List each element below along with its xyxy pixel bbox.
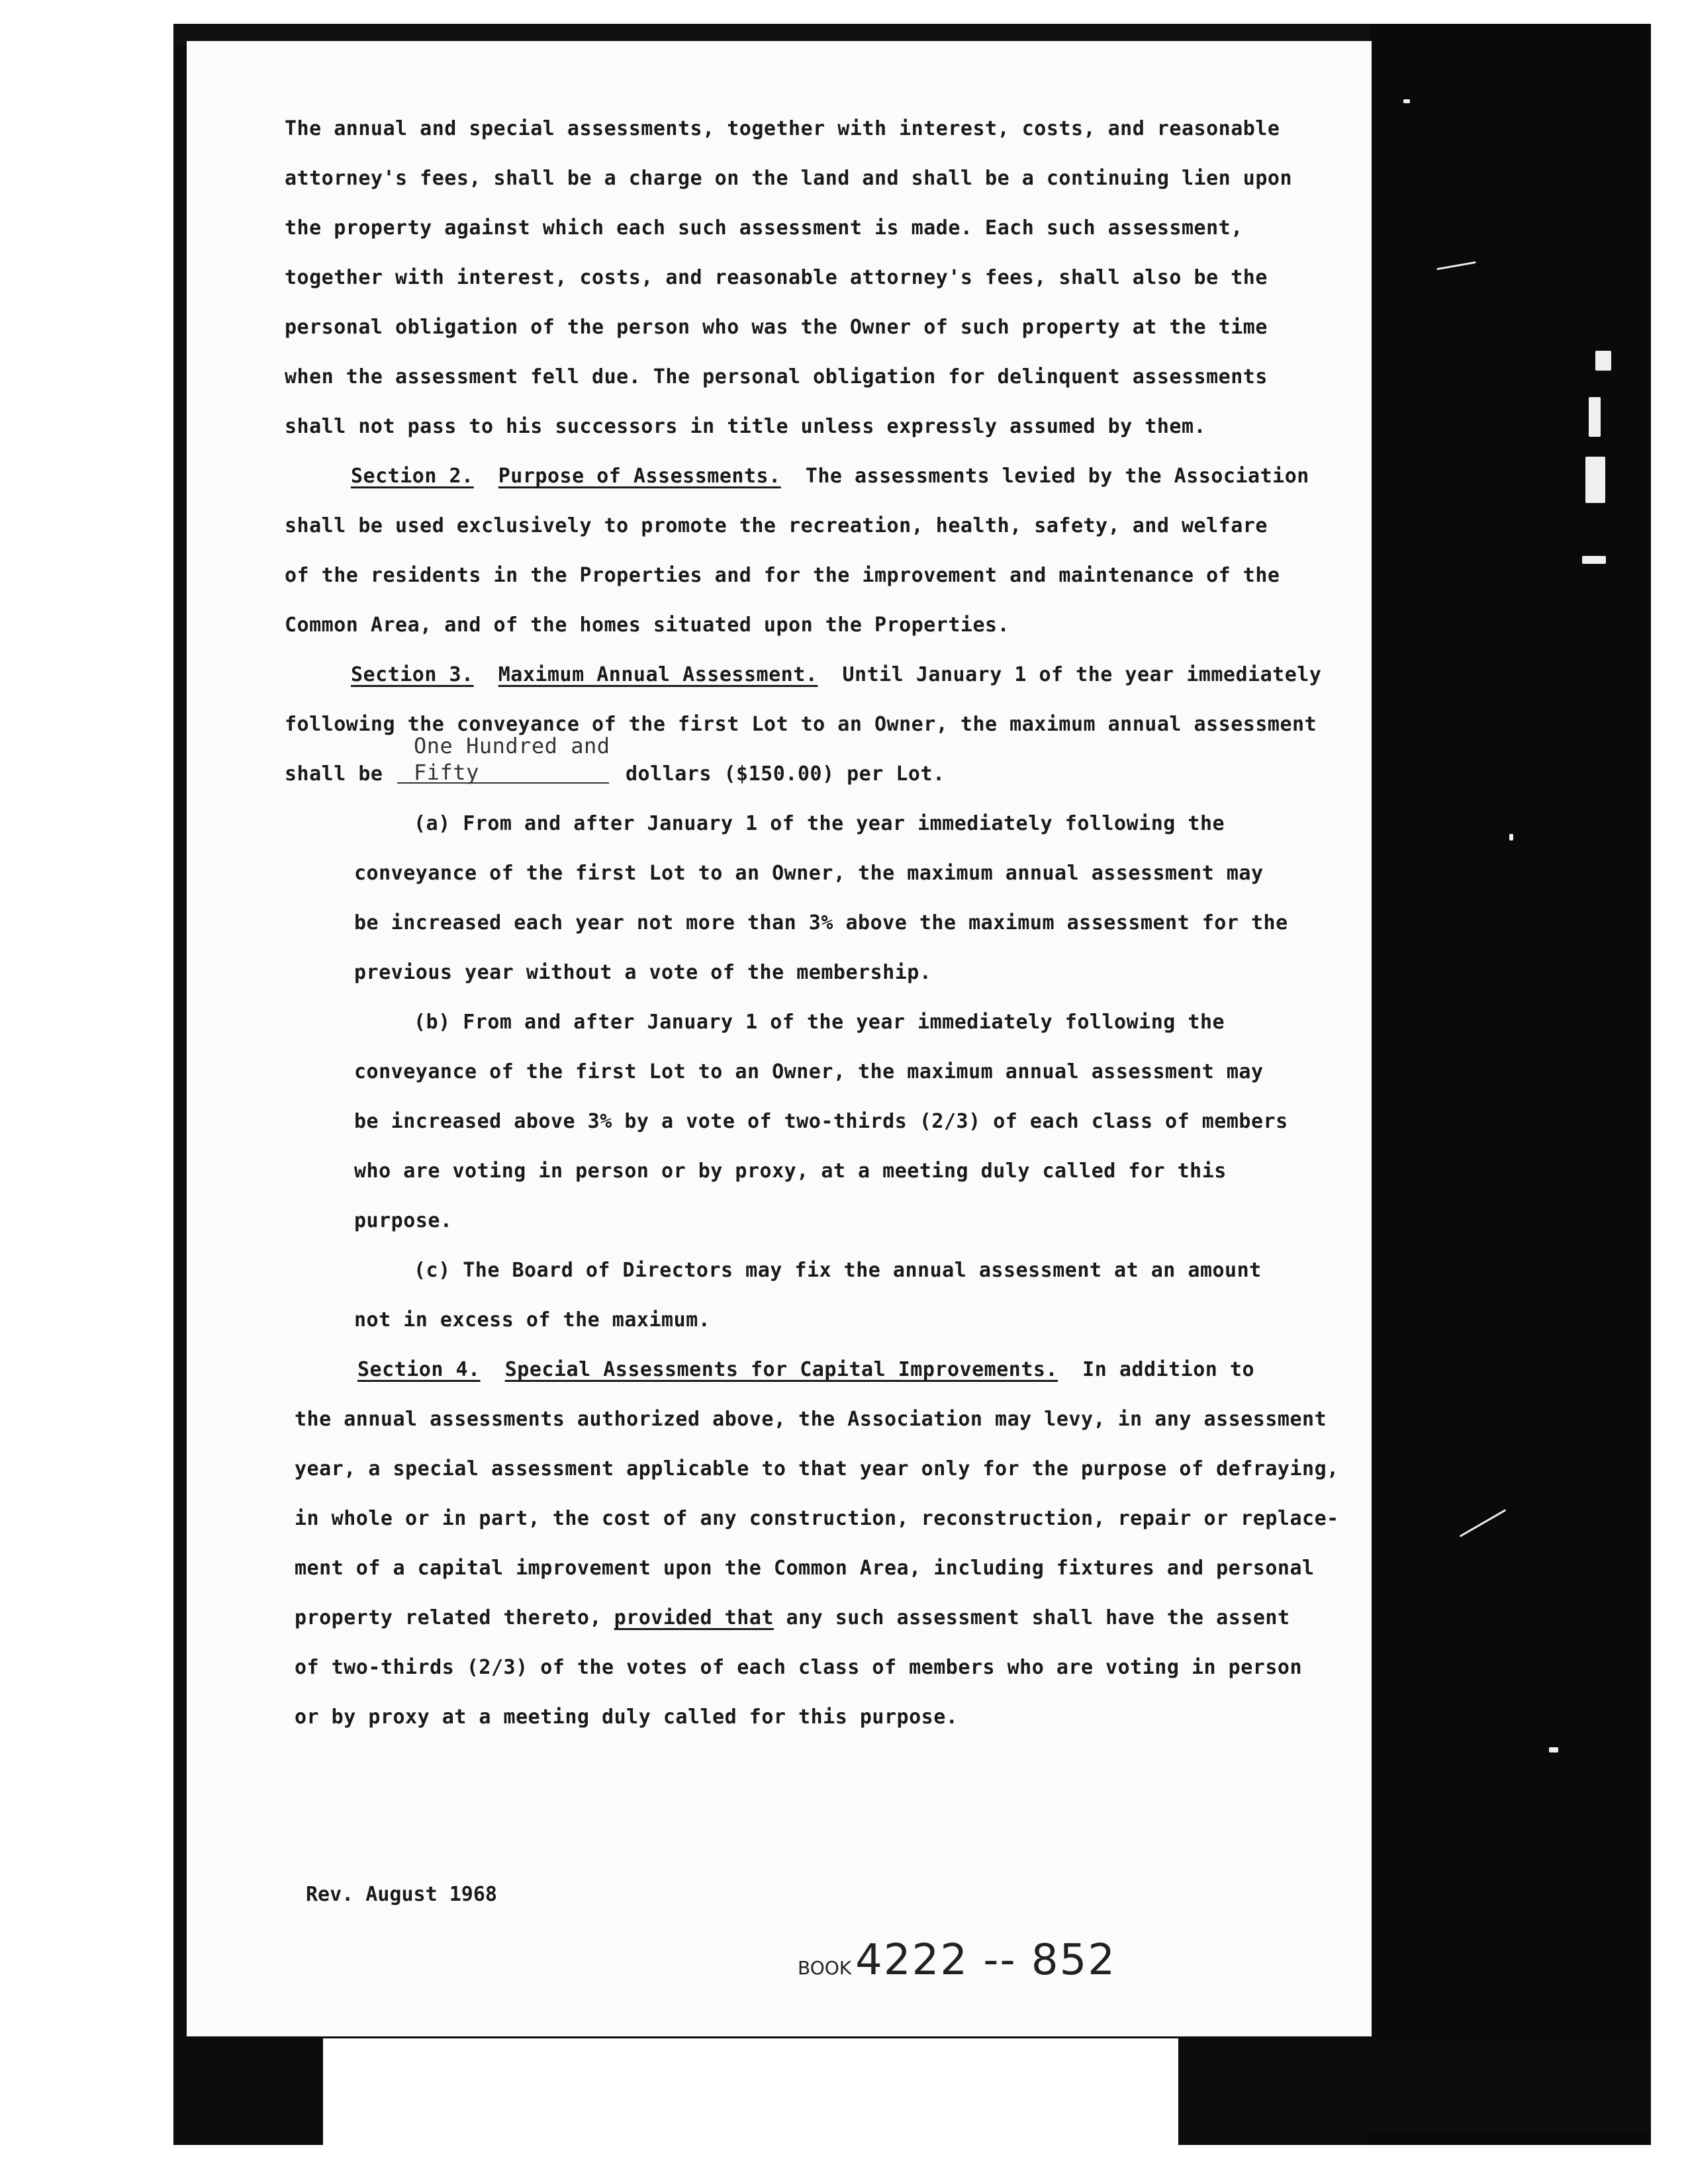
section-2-text: The assessments levied by the Association <box>805 465 1309 488</box>
filled-amount: Fifty <box>414 760 479 785</box>
book-page-stamp <box>798 1936 1116 1985</box>
section-4-title: Special Assessments for Capital Improvements. <box>504 1358 1058 1381</box>
body-line: together with interest, costs, and reasonable attorney's fees, shall also be the <box>285 266 1268 289</box>
section-3-first-line <box>351 665 1321 685</box>
scan-speck <box>1403 99 1410 103</box>
body-line: in whole or in part, the cost of any construction, reconstruction, repair or replace- <box>295 1507 1339 1530</box>
subsection-a-line: (a) From and after January 1 of the year immediately following the <box>414 812 1225 835</box>
subsection-b-line: purpose. <box>354 1209 453 1232</box>
scan-speck <box>1595 351 1611 371</box>
subsection-a-line: conveyance of the first Lot to an Owner, the maximum annual assessment may <box>354 862 1264 885</box>
subsection-b-line: be increased above 3% by a vote of two-thirds (2/3) of each class of members <box>354 1110 1288 1133</box>
section-3-label: Section 3. <box>351 663 474 686</box>
subsection-a-line: previous year without a vote of the membership. <box>354 961 932 984</box>
typed-insert-amount: One Hundred and <box>414 733 610 758</box>
scan-bottom-left-edge <box>180 2038 323 2118</box>
body-line: or by proxy at a meeting duly called for this purpose. <box>295 1706 959 1729</box>
scan-right-edge <box>1369 24 1651 2145</box>
subsection-c-line: not in excess of the maximum. <box>354 1308 711 1332</box>
section-4-label: Section 4. <box>357 1358 481 1381</box>
section-2-first-line <box>351 467 1309 486</box>
provided-that-underlined: provided that <box>614 1606 774 1629</box>
body-line: the annual assessments authorized above, the Association may levy, in any assessment <box>295 1408 1327 1431</box>
book-prefix: BOOK <box>798 1957 852 1979</box>
body-line: year, a special assessment applicable to that year only for the purpose of defraying, <box>295 1457 1339 1480</box>
body-line: personal obligation of the person who was the Owner of such property at the time <box>285 316 1268 339</box>
subsection-b-line: who are voting in person or by proxy, at a meeting duly called for this <box>354 1160 1227 1183</box>
section-3-title: Maximum Annual Assessment. <box>498 663 818 686</box>
section-4-first-line <box>357 1360 1254 1380</box>
book-number: 4222 -- 852 <box>855 1936 1117 1985</box>
body-line: The annual and special assessments, together with interest, costs, and reasonable <box>285 117 1280 140</box>
subsection-c-line: (c) The Board of Directors may fix the annual assessment at an amount <box>414 1259 1262 1282</box>
body-line: attorney's fees, shall be a charge on the land and shall be a continuing lien upon <box>285 167 1293 190</box>
subsection-b-line: (b) From and after January 1 of the year immediately following the <box>414 1011 1225 1034</box>
section-3-text: Until January 1 of the year immediately <box>842 663 1322 686</box>
body-line: the property against which each such assessment is made. Each such assessment, <box>285 216 1243 240</box>
body-line: of the residents in the Properties and for the improvement and maintenance of the <box>285 564 1280 587</box>
scan-speck <box>1549 1747 1558 1752</box>
subsection-a-line: be increased each year not more than 3% above the maximum assessment for the <box>354 911 1288 934</box>
body-line: Common Area, and of the homes situated upon the Properties. <box>285 614 1010 637</box>
body-line: ment of a capital improvement upon the Common Area, including fixtures and personal <box>295 1557 1315 1580</box>
scan-speck <box>1585 457 1605 503</box>
body-text: any such assessment shall have the assent <box>786 1606 1290 1629</box>
body-line: following the conveyance of the first Lot to an Owner, the maximum annual assessment <box>285 713 1317 736</box>
document-page <box>187 41 1372 2036</box>
scan-bottom-right-edge <box>1178 2038 1651 2131</box>
body-line <box>295 1608 1290 1628</box>
scan-speck <box>1509 834 1513 841</box>
scan-speck <box>1589 397 1601 437</box>
scan-speck <box>1582 556 1606 564</box>
body-line: of two-thirds (2/3) of the votes of each class of members who are voting in person <box>295 1656 1303 1679</box>
body-line: shall be used exclusively to promote the recreation, health, safety, and welfare <box>285 514 1268 537</box>
body-line: dollars ($150.00) per Lot. <box>626 762 945 786</box>
body-line: when the assessment fell due. The personal obligation for delinquent assessments <box>285 365 1268 388</box>
section-4-text: In addition to <box>1082 1358 1255 1381</box>
amount-blank-line <box>397 782 609 784</box>
body-text: property related thereto, <box>295 1606 602 1629</box>
body-line: shall be <box>285 762 383 786</box>
subsection-b-line: conveyance of the first Lot to an Owner, the maximum annual assessment may <box>354 1060 1264 1083</box>
revision-date: Rev. August 1968 <box>306 1883 497 1906</box>
body-line: shall not pass to his successors in title unless expressly assumed by them. <box>285 415 1207 438</box>
section-2-title: Purpose of Assessments. <box>498 465 781 488</box>
section-2-label: Section 2. <box>351 465 474 488</box>
scan-bottom-margin <box>323 2038 1178 2158</box>
